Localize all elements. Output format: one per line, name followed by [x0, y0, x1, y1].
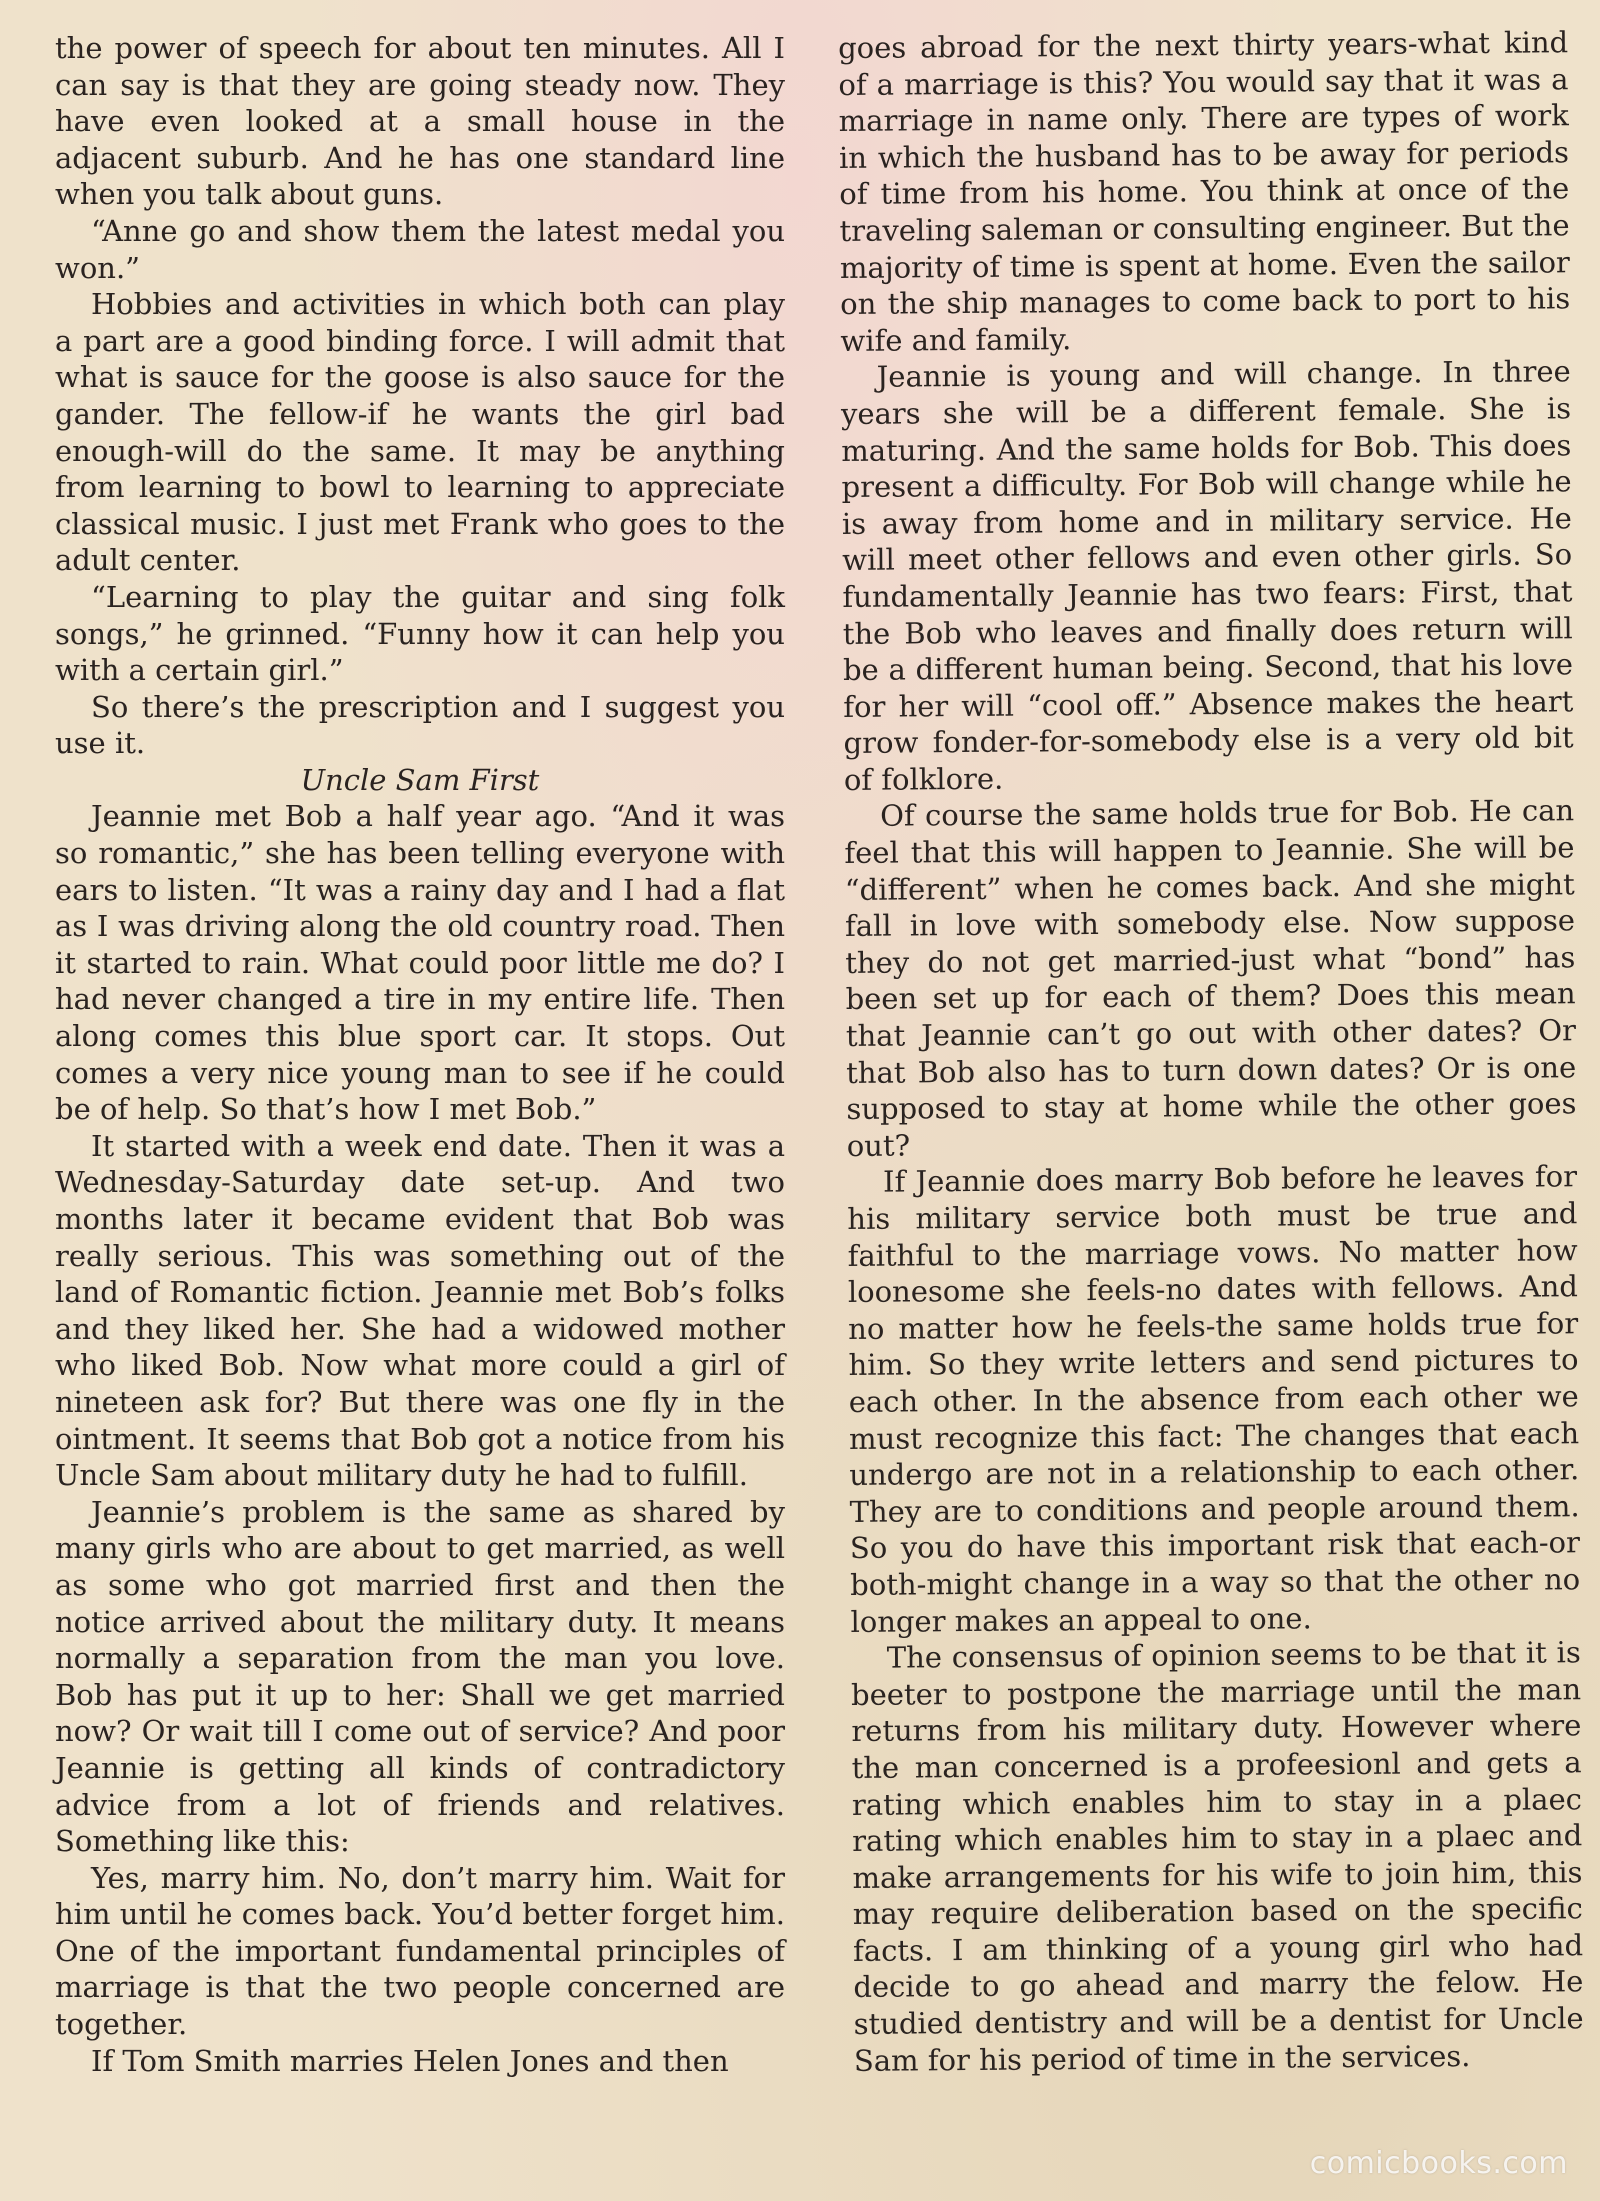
right-column — [838, 25, 1584, 2079]
article-paragraph: Yes, marry him. No, don’t marry him. Wait for him until he comes back. You’d better forget him. One of the important fundamental principles of marriage is that the two people concerned are together. — [55, 1860, 785, 2042]
article-paragraph: The consensus of opinion seems to be that it is beeter to postpone the marriage until the man returns from his military duty. However where the man concerned is a profeesionl and gets a rating which enables him to stay in a plaec rating which enables him to stay in a plaec and make arrangements for his wife to join him, this may require deliberation based on the specific facts. I am thinking of a young girl who had decide to go ahead and marry the felow. He studied dentistry and will be a dentist for Uncle Sam for his period of time in the services. — [850, 1635, 1584, 2078]
article-paragraph: So there’s the prescription and I suggest you use it. — [55, 689, 785, 761]
site-watermark: comicbooks.com — [1309, 2146, 1568, 2181]
article-paragraph: If Jeannie does marry Bob before he leaves for his military service both must be true and faithful to the marriage vows. No matter how loonesome she feels-no dates with fellows. And no matter how he feels-the same holds true for him. So they write letters and send pictures to each other. In the absence from each other we must recognize this fact: The changes that each undergo are not in a relationship to each other. They are to conditions and people around them. So you do have this important risk that each-or both-might change in a way so that the other no longer makes an appeal to one. — [847, 1159, 1581, 1639]
article-paragraph: If Tom Smith marries Helen Jones and then — [91, 2043, 729, 2078]
article-paragraph: Jeannie’s problem is the same as shared by many girls who are about to get married, as well as some who got married first and then the notice arrived about the military duty. It means normally a separation from the man you love. Bob has put it up to her: Shall we get married now? Or wait till I come out of service? And poor Jeannie is getting all kinds of contradictory advice from a lot of friends and relatives. Something like this: — [55, 1494, 785, 1859]
article-paragraph: the power of speech for about ten minutes. All I can say is that they are going steady now. They have even looked at a small house in the adjacent suburb. And he has one standard line when you talk about guns. — [55, 31, 785, 212]
article-paragraph: Jeannie is young and will change. In three years she will be a different female. She is maturing. And the same holds for Bob. This does present a difficulty. For Bob will change while he is away from home and in military service. He will meet other fellows and even other girls. So fundamentally Jeannie has two fears: First, that the Bob who leaves and finally does return will be a different human being. Second, that his love for her will “cool off.” Absence makes the heart grow fonder-for-somebody else is a very old bit of folklore. — [840, 354, 1574, 797]
article-paragraph: It started with a week end date. Then it was a Wednesday-Saturday date set-up. And two months later it became evident that Bob was really serious. This was something out of the land of Romantic fiction. Jeannie met Bob’s folks and they liked her. She had a widowed mother who liked Bob. Now what more could a girl of nineteen ask for? But there was one fly in the ointment. It seems that Bob got a notice from his Uncle Sam about military duty he had to fulfill. — [55, 1128, 785, 1493]
article-paragraph: “Anne go and show them the latest medal you won.” — [55, 213, 785, 285]
article-paragraph: Of course the same holds true for Bob. He can feel that this will happen to Jeannie. She will be “different” when he comes back. And she might fall in love with somebody else. Now suppose they do not get married-just what “bond” has been set up for each of them? Does this mean that Jeannie can’t go out with other dates? Or that Bob also has to turn down dates? Or is one supposed to stay at home while the other goes out? — [844, 793, 1577, 1163]
left-column-text — [55, 30, 785, 2079]
right-column-text — [838, 24, 1584, 2079]
article-paragraph: goes abroad for the next thirty years-what kind of a marriage is this? You would say that it was a marriage in name only. There are types of work in which the husband has to be away for periods of time from his home. You think at once of the traveling saleman or consulting engineer. But the majority of time is spent at home. Even the sailor on the ship manages to come back to port to his wife and family. — [838, 25, 1571, 358]
article-paragraph: Hobbies and activities in which both can play a part are a good binding force. I will admit that what is sauce for the goose is also sauce for the gander. The fellow-if he wants the girl bad enough-will do the same. It may be anything from learning to bowl to learning to appreciate classical music. I just met Frank who goes to the adult center. — [55, 287, 785, 578]
article-paragraph: Jeannie met Bob a half year ago. “And it was so romantic,” she has been telling everyone with ears to listen. “It was a rainy day and I had a flat as I was driving along the old country road. Then it started to rain. What could poor little me do? I had never changed a tire in my entire life. Then along comes this blue sport car. It stops. Out comes a very nice young man to see if he could be of help. So that’s how I met Bob.” — [55, 799, 785, 1127]
article-paragraph: “Learning to play the guitar and sing folk songs,” he grinned. “Funny how it can help you with a certain girl.” — [55, 579, 785, 688]
section-heading: Uncle Sam First — [300, 762, 540, 797]
left-column — [55, 30, 785, 2079]
